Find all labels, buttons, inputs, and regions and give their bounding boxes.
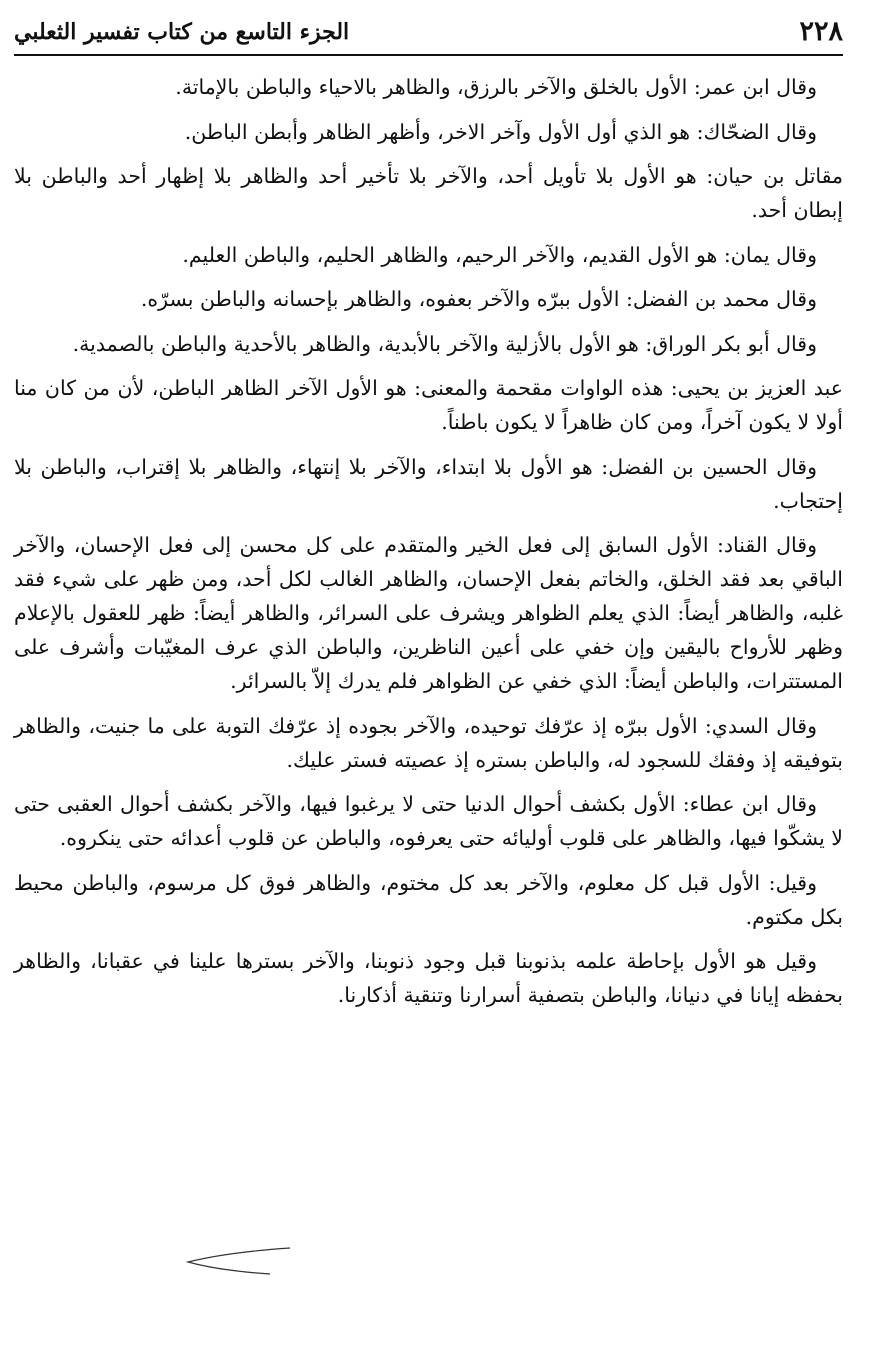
page-number: ٢٢٨	[799, 16, 843, 47]
paragraph: وقال الضحّاك: هو الذي أول الأول وآخر الاخر، وأظهر الظاهر وأبطن الباطن.	[184, 119, 817, 144]
paragraph: وقال أبو بكر الوراق: هو الأول بالأزلية والآخر بالأبدية، والظاهر بالأحدية والباطن بالصمدية.	[72, 331, 817, 356]
paragraph: عبد العزيز بن يحيى: هذه الواوات مقحمة والمعنى: هو الأول الآخر الظاهر الباطن، لأن من كان منا أولا لا يكون آخراً، ومن كان ظاهراً لا يكون باطناً.	[14, 376, 843, 434]
pen-mark-icon	[180, 1240, 300, 1280]
paragraph: وقال ابن عطاء: الأول بكشف أحوال الدنيا حتى لا يرغبوا فيها، والآخر بكشف أحوال العقبى حتى لا يشكّوا فيها، والظاهر على قلوب أوليائه حتى يعرفوه، والباطن عن قلوب أعدائه حتى ينكروه.	[14, 792, 843, 850]
page-body	[14, 70, 843, 1023]
paragraph: وقال الحسين بن الفضل: هو الأول بلا ابتداء، والآخر بلا إنتهاء، والظاهر بلا إقتراب، والباطن بلا إحتجاب.	[14, 454, 843, 513]
paragraph: وقال القناد: الأول السابق إلى فعل الخير والمتقدم على كل محسن إلى فعل الإحسان، والآخر الباقي بعد فقد الخلق، والخاتم بفعل الإحسان، والظاهر الغالب لكل أحد، ومن ظهر على شيء فقد غلبه، والظاهر أيضاً: الذي يعلم الظواهر ويشرف على السرائر، والظاهر أيضاً: ظهر للعقول بالإعلام وظهر للأرواح باليقين وإن خفي على أعين الناظرين، والباطن الذي عرف المغيّبات وأشرف على المستترات، والباطن أيضاً: الذي خفي عن الظواهر فلم يدرك إلاّ بالسرائر.	[14, 533, 843, 693]
running-title: الجزء التاسع من كتاب تفسير الثعلبي	[14, 19, 350, 45]
paragraph: وقيل: الأول قبل كل معلوم، والآخر بعد كل مختوم، والظاهر فوق كل مرسوم، والباطن محيط بكل مكتوم.	[14, 870, 843, 929]
paragraph: وقال السدي: الأول ببرّه إذ عرّفك توحيده، والآخر بجوده إذ عرّفك التوبة على ما جنيت، والظاهر بتوفيقه إذ وفقك للسجود له، والباطن بستره إذ عصيته فستر عليك.	[14, 713, 843, 772]
paragraph: وقال ابن عمر: الأول بالخلق والآخر بالرزق، والظاهر بالاحياء والباطن بالإماتة.	[175, 75, 817, 99]
page-header	[14, 16, 843, 56]
header-rule	[14, 54, 843, 56]
paragraph: وقيل هو الأول بإحاطة علمه بذنوبنا قبل وجود ذنوبنا، والآخر بسترها علينا في عقبانا، والظاهر بحفظه إيانا في دنيانا، والباطن بتصفية أسرارنا وتنقية أذكارنا.	[14, 949, 843, 1007]
paragraph: وقال يمان: هو الأول القديم، والآخر الرحيم، والظاهر الحليم، والباطن العليم.	[182, 242, 817, 267]
paragraph: وقال محمد بن الفضل: الأول ببرّه والآخر بعفوه، والظاهر بإحسانه والباطن بسرّه.	[140, 287, 817, 311]
paragraph: مقاتل بن حيان: هو الأول بلا تأويل أحد، والآخر بلا تأخير أحد والظاهر بلا إظهار أحد والباطن بلا إبطان أحد.	[14, 164, 843, 222]
